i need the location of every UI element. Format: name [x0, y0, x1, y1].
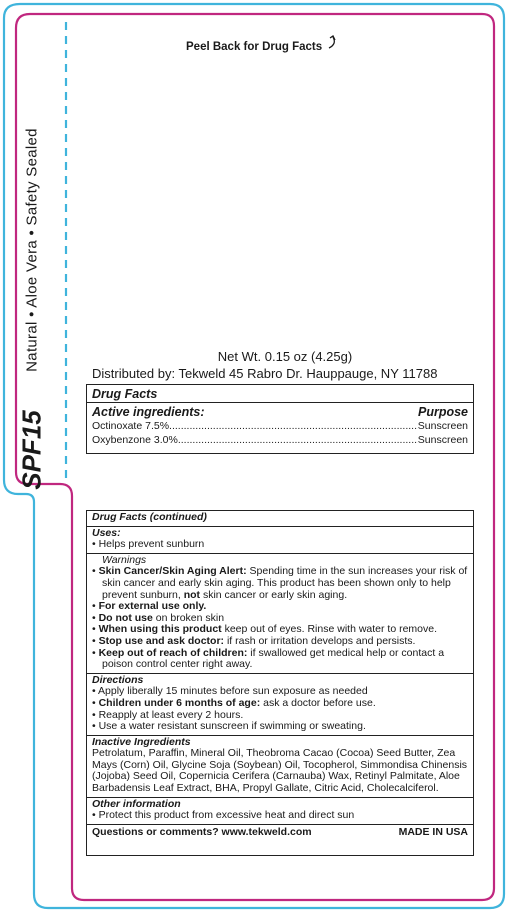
warning-do-not-use: • Do not use on broken skin — [92, 611, 225, 624]
ingredient-name: Octinoxate 7.5% — [92, 420, 170, 432]
direction-text: Use a water resistant sunscreen if swimming or sweating. — [98, 720, 366, 733]
direction-text: ask a doctor before use. — [260, 696, 376, 709]
questions-text: Questions or comments? www.tekweld.com — [92, 825, 312, 838]
warning-skin-text-2: skin cancer or early skin aging. — [200, 588, 348, 601]
warnings-title: Warnings — [102, 553, 147, 566]
active-ingredients-label: Active ingredients: — [92, 405, 205, 419]
warning-external-text: For external use only. — [98, 600, 207, 613]
inactive-title: Inactive Ingredients — [92, 735, 191, 748]
ingredient-row — [87, 419, 473, 433]
spf-rating: SPF15 — [16, 410, 47, 490]
warning-stop-bold: Stop use and ask doctor: — [98, 634, 225, 647]
direction-item: • Use a water resistant sunscreen if swimming or sweating. — [92, 720, 366, 733]
ingredient-purpose: Sunscreen — [417, 420, 468, 432]
directions-title: Directions — [92, 673, 144, 686]
drug-facts-title: Drug Facts — [87, 385, 473, 403]
warning-keep-out: • Keep out of reach of children: if swallowed get medical help or contact a poison control center right away. — [92, 646, 445, 671]
side-panel — [8, 20, 56, 490]
warning-do-not-text: on broken skin — [152, 611, 225, 624]
other-info-item: • Protect this product from excessive heat and direct sun — [92, 809, 355, 822]
continued-title-section — [87, 511, 473, 527]
warning-stop-use: • Stop use and ask doctor: if rash or irritation develops and persists. — [92, 634, 416, 647]
distributor: Distributed by: Tekweld 45 Rabro Dr. Hauppauge, NY 11788 — [92, 366, 438, 381]
warning-skin-bold: Skin Cancer/Skin Aging Alert: — [98, 565, 247, 578]
made-in-usa: MADE IN USA — [398, 825, 468, 838]
direction-text: Apply liberally 15 minutes before sun exposure as needed — [98, 685, 368, 698]
other-info-text: Protect this product from excessive heat and direct sun — [98, 809, 355, 822]
drug-facts-panel — [86, 384, 474, 454]
warning-keep-text: if swallowed get medical help or contact a poison control center right away. — [102, 646, 445, 671]
warning-do-not-bold: Do not use — [98, 611, 153, 624]
leader-dots — [169, 419, 418, 433]
warning-when-using: • When using this product keep out of eyes. Rinse with water to remove. — [92, 623, 438, 636]
direction-item: • Apply liberally 15 minutes before sun exposure as needed — [92, 685, 368, 698]
directions-section — [87, 674, 473, 736]
direction-item: • Children under 6 months of age: ask a doctor before use. — [92, 696, 376, 709]
warning-skin: • Skin Cancer/Skin Aging Alert: Spending time in the sun increases your risk of skin cancer and early skin aging. This product has been shown only to help prevent sunburn, not skin cancer or early skin aging. — [92, 565, 468, 601]
ingredient-purpose: Sunscreen — [417, 434, 468, 446]
ingredient-name: Oxybenzone 3.0% — [92, 434, 178, 446]
drug-facts-continued-panel — [86, 510, 474, 856]
footer — [87, 825, 473, 841]
uses-section — [87, 527, 473, 554]
uses-title: Uses: — [92, 526, 121, 539]
peel-instruction: Peel Back for Drug Facts — [186, 41, 323, 53]
continued-title: Drug Facts (continued) — [92, 511, 207, 523]
inactive-section — [87, 736, 473, 798]
other-info-title: Other information — [92, 797, 181, 810]
warnings-section — [87, 554, 473, 674]
uses-item: • Helps prevent sunburn — [92, 538, 205, 551]
inactive-text: Petrolatum, Paraffin, Mineral Oil, Theobroma Cacao (Cocoa) Seed Butter, Zea Mays (Corn) Oil, Glycine Soja (Soybean) Oil, Tocopherol, Simmondisa Chinensis (Jojoba) Seed Oil, Copernicia Cerifera (Carnauba) Wax, Retinyl Palmitate, Aloe Barbadensis Leaf Extract, BHA, Propyl Gallate, Citric Acid, Cholecalciferol. — [92, 747, 468, 795]
direction-text: Reapply at least every 2 hours. — [98, 708, 244, 721]
warning-when-text: keep out of eyes. Rinse with water to remove. — [221, 623, 438, 636]
warning-when-bold: When using this product — [98, 623, 222, 636]
warning-skin-text: Spending time in the sun increases your risk of skin cancer and early skin aging. This product has been shown only to help prevent sunburn, — [102, 565, 468, 601]
warning-keep-bold: Keep out of reach of children: — [98, 646, 248, 659]
uses-item-text: Helps prevent sunburn — [98, 538, 205, 551]
purpose-label: Purpose — [417, 405, 468, 419]
curved-arrow-icon — [326, 34, 340, 50]
other-info-section — [87, 798, 473, 825]
warning-stop-text: if rash or irritation develops and persists. — [224, 634, 416, 647]
side-tagline: Natural • Aloe Vera • Safety Sealed — [23, 128, 41, 372]
leader-dots — [178, 433, 418, 447]
direction-item: • Reapply at least every 2 hours. — [92, 708, 244, 721]
ingredient-row — [87, 433, 473, 447]
net-weight: Net Wt. 0.15 oz (4.25g) — [217, 349, 353, 364]
direction-bold: Children under 6 months of age: — [98, 696, 261, 709]
warning-skin-not: not — [183, 588, 201, 601]
active-ingredients-header — [87, 403, 473, 419]
warning-external: • For external use only. — [92, 600, 207, 613]
